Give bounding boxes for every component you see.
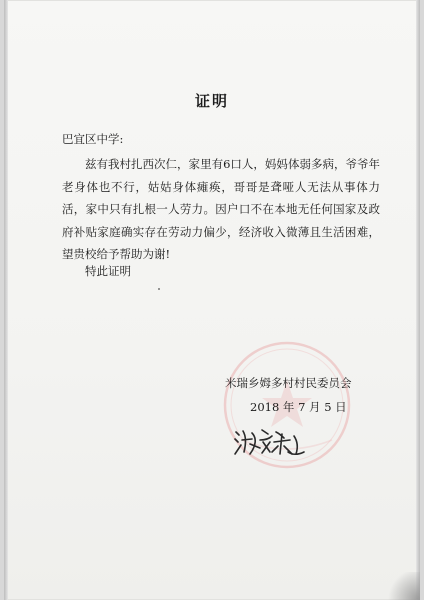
- closing-line: 特此证明: [85, 264, 131, 278]
- scan-corner-shadow: [384, 572, 420, 600]
- scan-speck: [158, 288, 160, 290]
- document-title: 证明: [194, 92, 229, 110]
- signature-icon: [232, 424, 312, 460]
- issue-date: 2018 年 7 月 5 日: [250, 400, 347, 414]
- body-paragraph: 兹有我村扎西次仁，家里有6口人，妈妈体弱多病，爷爷年老身体也不行，姑姑身体瘫痪，哥哥是聋哑人无法从事体力活，家中只有扎根一人劳力。因户口不在本地无任何国家及政府补贴家庭确实存在劳动力偏少，经济收入微薄且生活困难，望贵校给予帮助为谢!: [62, 157, 380, 261]
- issuer-name: 米瑞乡姆多村村民委员会: [225, 376, 352, 390]
- salutation: 巴宜区中学:: [62, 132, 124, 146]
